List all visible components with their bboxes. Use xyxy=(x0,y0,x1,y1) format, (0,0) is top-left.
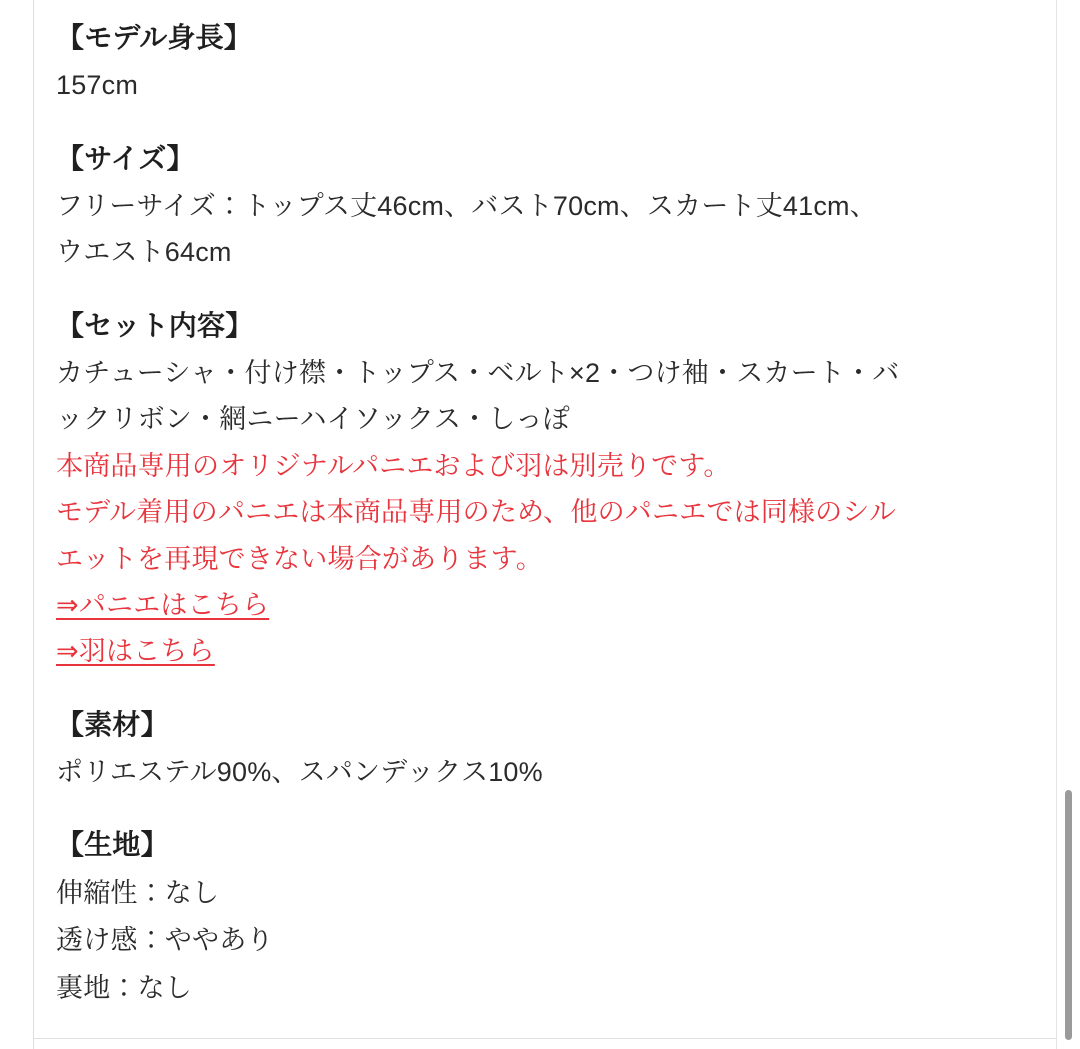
section-line: 157cm xyxy=(56,70,139,101)
section-heading: 【サイズ】 xyxy=(56,142,195,174)
section-line: 透け感：ややあり xyxy=(56,925,274,956)
section-fabric xyxy=(56,821,1020,1012)
link-wings[interactable]: ⇒羽はこちら xyxy=(56,636,215,667)
section-model-height xyxy=(56,14,1020,109)
section-heading: 【生地】 xyxy=(56,829,169,861)
left-border-rule xyxy=(33,0,34,1049)
vertical-scrollbar[interactable] xyxy=(1068,0,1076,1049)
section-set-contents xyxy=(56,302,1020,675)
section-heading: 【素材】 xyxy=(56,708,169,740)
section-line: ックリボン・網ニーハイソックス・しっぽ xyxy=(56,404,570,435)
section-note: エットを再現できない場合があります。 xyxy=(56,543,543,574)
section-heading: 【セット内容】 xyxy=(56,309,254,341)
scrollbar-thumb[interactable] xyxy=(1065,790,1072,1040)
link-panier[interactable]: ⇒パニエはこちら xyxy=(56,589,270,620)
section-line: 裏地：なし xyxy=(56,972,192,1003)
right-border-rule xyxy=(1056,0,1057,1049)
section-line: フリーサイズ：トップス丈46cm、バスト70cm、スカート丈41cm、 xyxy=(56,190,877,221)
section-line: 伸縮性：なし xyxy=(56,877,220,908)
section-line: カチューシャ・付け襟・トップス・ベルト×2・つけ袖・スカート・バ xyxy=(56,357,900,388)
section-note: 本商品専用のオリジナルパニエおよび羽は別売りです。 xyxy=(56,450,731,481)
bottom-border-rule xyxy=(33,1038,1057,1039)
section-material xyxy=(56,701,1020,796)
section-note: モデル着用のパニエは本商品専用のため、他のパニエでは同様のシル xyxy=(56,497,897,528)
section-line: ウエスト64cm xyxy=(56,237,232,268)
description-content xyxy=(56,14,1020,1012)
section-size xyxy=(56,135,1020,276)
section-line: ポリエステル90%、スパンデックス10% xyxy=(56,757,543,787)
section-heading: 【モデル身長】 xyxy=(56,22,253,53)
